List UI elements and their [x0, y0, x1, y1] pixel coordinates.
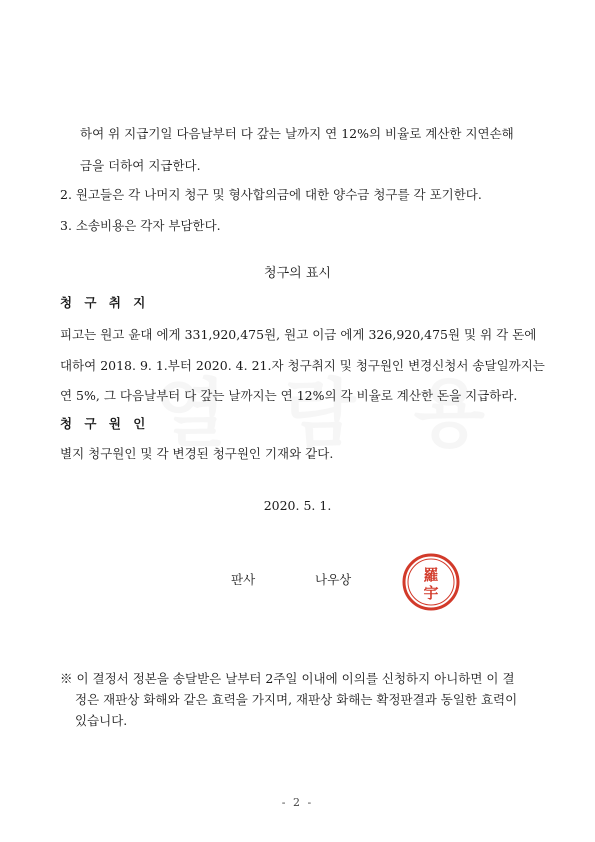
notice-line-3: 있습니다. [75, 713, 128, 728]
claim-purpose-line-2: 대하여 2018. 9. 1.부터 2020. 4. 21.자 청구취지 및 청구원인 변경신청서 송달일까지는 [60, 358, 545, 373]
decision-date: 2020. 5. 1. [263, 498, 332, 513]
claim-cause-heading: 청 구 원 인 [60, 416, 150, 431]
judge-title: 판사 [231, 572, 256, 587]
ruling-item-3: 3. 소송비용은 각자 부담한다. [60, 218, 221, 233]
body-line-1: 하여 위 지급기일 다음날부터 다 갚는 날까지 연 12%의 비율로 계산한 지연손해 [80, 126, 514, 141]
claim-title: 청구의 표시 [264, 266, 331, 281]
page-number: - 2 - [281, 796, 314, 809]
svg-text:宇: 宇 [423, 584, 439, 602]
notice-line-2: 정은 재판상 화해와 같은 효력을 가지며, 재판상 화해는 확정판결과 동일한 효력이 [75, 692, 518, 707]
claim-purpose-heading: 청 구 취 지 [60, 295, 150, 310]
judge-name: 나우상 [315, 572, 352, 587]
notice-line-1: ※ 이 결정서 정본을 송달받은 날부터 2주일 이내에 이의를 신청하지 아니하면 이 결 [60, 671, 515, 686]
claim-purpose-line-3: 연 5%, 그 다음날부터 다 갚는 날까지는 연 12%의 각 비율로 계산한 돈을 지급하라. [60, 388, 518, 403]
judge-seal-icon [401, 552, 461, 612]
ruling-item-2: 2. 원고들은 각 나머지 청구 및 형사합의금에 대한 양수금 청구를 각 포기한다. [60, 187, 482, 202]
svg-text:羅: 羅 [423, 566, 439, 584]
body-line-2: 금을 더하여 지급한다. [80, 158, 201, 173]
claim-cause-line: 별지 청구원인 및 각 변경된 청구원인 기재와 같다. [60, 446, 334, 461]
claim-purpose-line-1: 피고는 원고 윤대 에게 331,920,475원, 원고 이금 에게 326,920,475원 및 위 각 돈에 [60, 327, 537, 342]
